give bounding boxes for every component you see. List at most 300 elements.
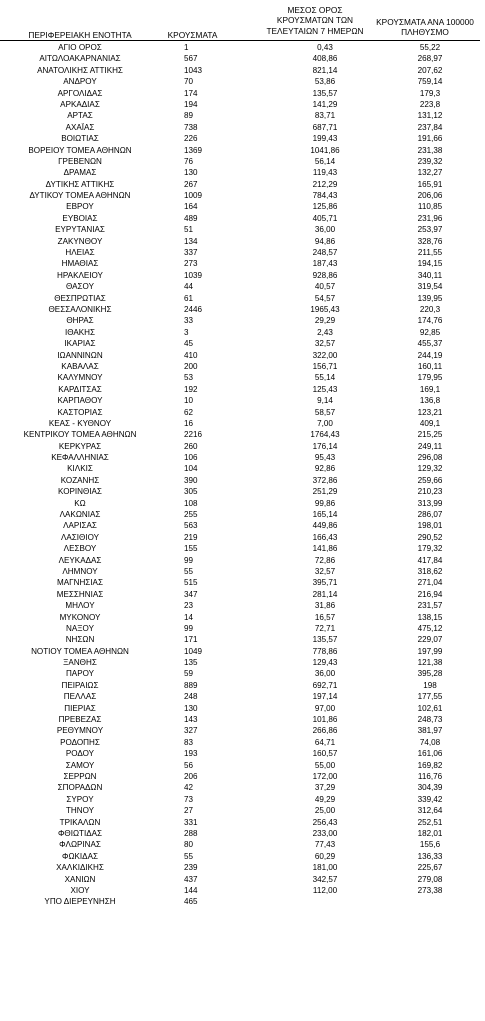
per-100000-cell: 169,82 [417, 760, 443, 770]
per-100000-cell: 92,85 [419, 327, 441, 337]
average-cell: 172,00 [312, 772, 338, 781]
cases-cell: 99 [184, 555, 194, 565]
cases-cell: 192 [184, 384, 198, 394]
per-100000-cell: 179,32 [417, 544, 443, 554]
cases-cell: 2216 [184, 430, 203, 440]
cases-cell: 45 [184, 339, 194, 349]
cases-cell: 144 [184, 885, 198, 895]
table-row [0, 361, 485, 372]
cases-cell: 437 [184, 874, 198, 884]
cases-cell: 44 [184, 282, 194, 292]
per-100000-cell: 259,66 [417, 475, 443, 485]
region-cell: ΠΕΛΛΑΣ [63, 692, 97, 702]
table-row [0, 372, 485, 383]
cases-cell: 76 [184, 156, 194, 166]
per-100000-cell: 271,04 [417, 578, 443, 588]
region-cell: ΑΡΚΑΔΙΑΣ [60, 99, 100, 109]
region-cell: ΙΩΑΝΝΙΝΩΝ [57, 350, 103, 360]
cases-cell: 567 [184, 54, 198, 64]
per-100000-cell: 211,55 [417, 248, 443, 258]
per-100000-cell: 229,07 [417, 635, 443, 645]
per-100000-cell: 252,51 [417, 817, 443, 827]
region-cell: ΙΚΑΡΙΑΣ [64, 339, 96, 349]
cases-cell: 80 [184, 840, 194, 850]
cases-cell: 171 [184, 635, 198, 645]
region-cell: ΚΑΣΤΟΡΙΑΣ [57, 407, 103, 417]
table-row [0, 794, 485, 805]
table-row [0, 703, 485, 714]
per-100000-cell: 249,11 [417, 441, 443, 451]
cases-cell: 206 [184, 772, 198, 781]
per-100000-cell: 155,6 [419, 840, 441, 850]
cases-cell: 410 [184, 350, 198, 360]
region-cell: ΧΑΝΙΩΝ [64, 874, 96, 884]
region-cell: ΘΗΡΑΣ [66, 316, 94, 326]
average-cell: 64,71 [314, 737, 336, 747]
region-cell: ΛΑΣΙΘΙΟΥ [60, 532, 100, 542]
per-100000-cell: 286,07 [417, 510, 443, 520]
table-row [0, 760, 485, 771]
average-cell: 32,57 [314, 566, 336, 576]
cases-cell: 1049 [184, 646, 203, 656]
average-cell: 256,43 [312, 817, 338, 827]
table-row [0, 395, 485, 406]
cases-cell: 155 [184, 544, 198, 554]
table-row [0, 441, 485, 452]
average-cell: 16,57 [314, 612, 336, 622]
cases-cell: 288 [184, 828, 198, 838]
average-cell: 251,29 [312, 487, 338, 497]
per-100000-cell: 318,62 [417, 566, 443, 576]
cases-cell: 51 [184, 225, 194, 235]
average-cell: 58,57 [314, 407, 336, 417]
average-cell: 778,86 [312, 646, 338, 656]
column-header-per-100000 [365, 17, 485, 38]
per-100000-cell: 253,97 [417, 225, 443, 235]
average-cell: 212,29 [312, 179, 338, 189]
average-cell: 125,86 [312, 202, 338, 212]
per-100000-cell: 759,14 [417, 77, 443, 87]
table-row [0, 452, 485, 463]
per-100000-cell: 131,12 [417, 111, 443, 121]
header-line: ΠΛΗΘΥΣΜΟ [401, 27, 449, 38]
per-100000-cell: 340,11 [417, 270, 443, 280]
average-cell: 101,86 [312, 715, 338, 725]
table-row [0, 589, 485, 600]
table-row [0, 156, 485, 167]
region-cell: ΦΘΙΩΤΙΔΑΣ [57, 828, 103, 838]
table-row [0, 418, 485, 429]
average-cell: 1041,86 [310, 145, 340, 155]
cases-cell: 489 [184, 213, 198, 223]
average-cell: 54,57 [314, 293, 336, 303]
region-cell: ΛΕΣΒΟΥ [63, 544, 97, 554]
cases-cell: 14 [184, 612, 194, 622]
average-cell: 49,29 [314, 794, 336, 804]
per-100000-cell: 248,73 [417, 715, 443, 725]
region-cell: ΡΟΔΟΥ [65, 749, 95, 759]
cases-cell: 104 [184, 464, 198, 474]
table-row [0, 725, 485, 736]
cases-cell: 260 [184, 441, 198, 451]
average-cell: 197,14 [312, 692, 338, 702]
cases-cell: 193 [184, 749, 198, 759]
region-cell: ΠΕΙΡΑΙΩΣ [61, 680, 99, 690]
region-cell: ΚΕΑΣ - ΚΥΘΝΟΥ [48, 418, 112, 428]
per-100000-cell: 319,54 [417, 282, 443, 292]
average-cell: 25,00 [314, 806, 336, 816]
table-row [0, 532, 485, 543]
table-row [0, 407, 485, 418]
cases-cell: 2446 [184, 304, 203, 314]
per-100000-cell: 237,84 [417, 122, 443, 132]
per-100000-cell: 160,11 [417, 361, 443, 371]
table-row [0, 839, 485, 850]
average-cell: 95,43 [314, 453, 336, 463]
per-100000-cell: 328,76 [417, 236, 443, 246]
per-100000-cell: 139,95 [417, 293, 443, 303]
region-cell: ΛΑΚΩΝΙΑΣ [59, 510, 101, 520]
region-cell: ΑΓΙΟ ΟΡΟΣ [58, 43, 102, 52]
table-row [0, 600, 485, 611]
region-cell: ΜΗΛΟΥ [65, 601, 95, 611]
table-row [0, 145, 485, 156]
region-cell: ΜΑΓΝΗΣΙΑΣ [57, 578, 103, 588]
cases-cell: 134 [184, 236, 198, 246]
table-row [0, 805, 485, 816]
region-cell: ΑΝΑΤΟΛΙΚΗΣ ΑΤΤΙΚΗΣ [37, 65, 123, 75]
cases-cell: 1009 [184, 191, 203, 201]
header-line: ΚΡΟΥΣΜΑΤΑ ΑΝΑ 100000 [376, 17, 474, 27]
table-row [0, 167, 485, 178]
region-cell: ΙΘΑΚΗΣ [64, 327, 96, 337]
table-row [0, 862, 485, 873]
region-cell: ΜΥΚΟΝΟΥ [59, 612, 101, 622]
average-cell: 141,86 [312, 544, 338, 554]
average-cell: 36,00 [314, 225, 336, 235]
region-cell: ΔΥΤΙΚΗΣ ΑΤΤΙΚΗΣ [45, 179, 115, 189]
per-100000-cell: 381,97 [417, 726, 443, 736]
per-100000-cell: 179,95 [417, 373, 443, 383]
region-cell: ΑΡΓΟΛΙΔΑΣ [57, 88, 103, 98]
average-cell: 37,29 [314, 783, 336, 793]
cases-cell: 130 [184, 703, 198, 713]
table-row [0, 179, 485, 190]
table-row [0, 315, 485, 326]
region-cell: ΤΗΝΟΥ [65, 806, 95, 816]
average-cell: 99,86 [314, 498, 336, 508]
table-row [0, 88, 485, 99]
per-100000-cell: 121,38 [417, 658, 443, 668]
average-cell: 9,14 [317, 396, 333, 406]
per-100000-cell: 129,32 [417, 464, 443, 474]
per-100000-cell: 304,39 [417, 783, 443, 793]
per-100000-cell: 55,22 [419, 43, 441, 52]
per-100000-cell: 409,1 [419, 418, 441, 428]
cases-cell: 305 [184, 487, 198, 497]
per-100000-cell: 231,96 [417, 213, 443, 223]
per-100000-cell: 296,08 [417, 453, 443, 463]
per-100000-cell: 231,57 [417, 601, 443, 611]
region-cell: ΒΟΙΩΤΙΑΣ [61, 134, 99, 144]
table-row [0, 566, 485, 577]
average-cell: 1965,43 [310, 304, 340, 314]
region-cell: ΗΛΕΙΑΣ [65, 248, 95, 258]
region-cell: ΦΩΚΙΔΑΣ [62, 851, 98, 861]
region-cell: ΗΜΑΘΙΑΣ [61, 259, 99, 269]
region-cell: ΝΑΞΟΥ [66, 623, 94, 633]
cases-cell: 267 [184, 179, 198, 189]
cases-cell: 89 [184, 111, 194, 121]
average-cell: 372,86 [312, 475, 338, 485]
per-100000-cell: 169,1 [419, 384, 441, 394]
region-cell: ΠΑΡΟΥ [65, 669, 95, 679]
header-line: ΜΕΣΟΣ ΟΡΟΣ [287, 5, 343, 15]
table-row [0, 350, 485, 361]
average-cell: 72,71 [314, 623, 336, 633]
per-100000-cell: 174,76 [417, 316, 443, 326]
region-cell: ΑΝΔΡΟΥ [63, 77, 97, 87]
table-row [0, 99, 485, 110]
cases-cell: 10 [184, 396, 194, 406]
table-row [0, 110, 485, 121]
table-row [0, 885, 485, 896]
average-cell: 94,86 [314, 236, 336, 246]
cases-cell: 327 [184, 726, 198, 736]
region-cell: ΧΑΛΚΙΔΙΚΗΣ [56, 863, 104, 873]
region-cell: ΘΕΣΠΡΩΤΙΑΣ [54, 293, 106, 303]
table-row [0, 896, 485, 907]
cases-cell: 200 [184, 361, 198, 371]
per-100000-cell: 110,85 [417, 202, 443, 212]
table-row [0, 236, 485, 247]
per-100000-cell: 312,64 [417, 806, 443, 816]
table-body [0, 42, 485, 908]
cases-cell: 239 [184, 863, 198, 873]
region-cell: ΛΗΜΝΟΥ [62, 566, 98, 576]
cases-cell: 53 [184, 373, 194, 383]
cases-cell: 174 [184, 88, 198, 98]
region-cell: ΕΒΡΟΥ [66, 202, 94, 212]
column-header-region: ΠΕΡΙΦΕΡΕΙΑΚΗ ΕΝΟΤΗΤΑ [28, 30, 132, 40]
per-100000-cell: 475,12 [417, 623, 443, 633]
average-cell: 821,14 [312, 65, 338, 75]
per-100000-cell: 182,01 [417, 828, 443, 838]
region-cell: ΔΥΤΙΚΟΥ ΤΟΜΕΑ ΑΘΗΝΩΝ [29, 191, 131, 201]
average-cell: 141,29 [312, 99, 338, 109]
region-cell: ΛΑΡΙΣΑΣ [63, 521, 97, 531]
table-row [0, 817, 485, 828]
table-row [0, 657, 485, 668]
region-cell: ΚΟΖΑΝΗΣ [60, 475, 100, 485]
region-cell: ΚΕΦΑΛΛΗΝΙΑΣ [51, 453, 109, 463]
per-100000-cell: 191,66 [417, 134, 443, 144]
region-cell: ΑΙΤΩΛΟΑΚΑΡΝΑΝΙΑΣ [39, 54, 121, 64]
per-100000-cell: 136,8 [419, 396, 441, 406]
column-header-7day-average [250, 5, 380, 36]
table-row [0, 851, 485, 862]
per-100000-cell: 198,01 [417, 521, 443, 531]
table-row [0, 520, 485, 531]
average-cell: 187,43 [312, 259, 338, 269]
average-cell: 165,14 [312, 510, 338, 520]
cases-cell: 563 [184, 521, 198, 531]
region-cell: ΛΕΥΚΑΔΑΣ [58, 555, 102, 565]
table-row [0, 543, 485, 554]
per-100000-cell: 194,15 [417, 259, 443, 269]
table-row [0, 304, 485, 315]
region-cell: ΣΕΡΡΩΝ [63, 772, 97, 781]
average-cell: 408,86 [312, 54, 338, 64]
table-row [0, 76, 485, 87]
region-cell: ΓΡΕΒΕΝΩΝ [58, 156, 102, 166]
average-cell: 7,00 [317, 418, 333, 428]
cases-cell: 226 [184, 134, 198, 144]
cases-cell: 56 [184, 760, 194, 770]
cases-cell: 194 [184, 99, 198, 109]
table-row [0, 270, 485, 281]
per-100000-cell: 455,37 [417, 339, 443, 349]
region-cell: ΗΡΑΚΛΕΙΟΥ [57, 270, 103, 280]
cases-cell: 331 [184, 817, 198, 827]
per-100000-cell: 239,32 [417, 156, 443, 166]
average-cell: 199,43 [312, 134, 338, 144]
average-cell: 266,86 [312, 726, 338, 736]
per-100000-cell: 215,25 [417, 430, 443, 440]
cases-cell: 1369 [184, 145, 203, 155]
average-cell: 40,57 [314, 282, 336, 292]
per-100000-cell: 165,91 [417, 179, 443, 189]
per-100000-cell: 313,99 [417, 498, 443, 508]
average-cell: 135,57 [312, 88, 338, 98]
average-cell: 53,86 [314, 77, 336, 87]
region-cell: ΕΥΒΟΙΑΣ [62, 213, 98, 223]
average-cell: 156,71 [312, 361, 338, 371]
region-cell: ΔΡΑΜΑΣ [63, 168, 97, 178]
per-100000-cell: 268,97 [417, 54, 443, 64]
table-row [0, 281, 485, 292]
table-row [0, 782, 485, 793]
per-100000-cell: 225,67 [417, 863, 443, 873]
per-100000-cell: 279,08 [417, 874, 443, 884]
cases-cell: 465 [184, 897, 198, 907]
per-100000-cell: 102,61 [417, 703, 443, 713]
cases-cell: 515 [184, 578, 198, 588]
average-cell: 233,00 [312, 828, 338, 838]
average-cell: 36,00 [314, 669, 336, 679]
per-100000-cell: 210,23 [417, 487, 443, 497]
average-cell: 248,57 [312, 248, 338, 258]
cases-cell: 219 [184, 532, 198, 542]
per-100000-cell: 206,06 [417, 191, 443, 201]
average-cell: 55,14 [314, 373, 336, 383]
table-row [0, 190, 485, 201]
average-cell: 55,00 [314, 760, 336, 770]
cases-cell: 61 [184, 293, 194, 303]
average-cell: 77,43 [314, 840, 336, 850]
table-row [0, 486, 485, 497]
region-cell: ΚΟΡΙΝΘΙΑΣ [58, 487, 102, 497]
table-row [0, 771, 485, 782]
average-cell: 928,86 [312, 270, 338, 280]
per-100000-cell: 223,8 [419, 99, 441, 109]
table-row [0, 680, 485, 691]
table-row [0, 714, 485, 725]
region-cell: ΒΟΡΕΙΟΥ ΤΟΜΕΑ ΑΘΗΝΩΝ [28, 145, 132, 155]
table-row [0, 612, 485, 623]
cases-cell: 390 [184, 475, 198, 485]
per-100000-cell: 395,28 [417, 669, 443, 679]
per-100000-cell: 179,3 [419, 88, 441, 98]
cases-cell: 70 [184, 77, 194, 87]
average-cell: 119,43 [312, 168, 338, 178]
cases-cell: 106 [184, 453, 198, 463]
cases-cell: 1039 [184, 270, 203, 280]
cases-cell: 59 [184, 669, 194, 679]
cases-cell: 337 [184, 248, 198, 258]
average-cell: 160,57 [312, 749, 338, 759]
region-cell: ΣΑΜΟΥ [65, 760, 95, 770]
average-cell: 687,71 [312, 122, 338, 132]
per-100000-cell: 216,94 [417, 589, 443, 599]
region-cell: ΚΙΛΚΙΣ [67, 464, 93, 474]
region-cell: ΚΑΡΠΑΘΟΥ [57, 396, 103, 406]
region-cell: ΣΠΟΡΑΔΩΝ [57, 783, 103, 793]
region-cell: ΤΡΙΚΑΛΩΝ [59, 817, 101, 827]
region-cell: ΘΕΣΣΑΛΟΝΙΚΗΣ [48, 304, 112, 314]
per-100000-cell: 177,55 [417, 692, 443, 702]
region-cell: ΡΕΘΥΜΝΟΥ [56, 726, 104, 736]
cases-cell: 135 [184, 658, 198, 668]
cases-cell: 738 [184, 122, 198, 132]
per-100000-cell: 136,33 [417, 851, 443, 861]
region-cell: ΧΙΟΥ [70, 885, 90, 895]
per-100000-cell: 74,08 [419, 737, 441, 747]
cases-cell: 143 [184, 715, 198, 725]
per-100000-cell: 290,52 [417, 532, 443, 542]
average-cell: 2,43 [317, 327, 333, 337]
cases-cell: 16 [184, 418, 194, 428]
header-line: ΚΡΟΥΣΜΑΤΩΝ ΤΩΝ [276, 15, 354, 26]
average-cell: 1764,43 [310, 430, 340, 440]
cases-cell: 1 [184, 43, 189, 52]
region-cell: ΖΑΚΥΝΘΟΥ [57, 236, 103, 246]
average-cell: 92,86 [314, 464, 336, 474]
average-cell: 72,86 [314, 555, 336, 565]
average-cell: 31,86 [314, 601, 336, 611]
cases-cell: 27 [184, 806, 194, 816]
region-cell: ΚΩ [74, 498, 86, 508]
table-row [0, 748, 485, 759]
table-row [0, 634, 485, 645]
cases-cell: 248 [184, 692, 198, 702]
average-cell: 32,57 [314, 339, 336, 349]
region-cell: ΡΟΔΟΠΗΣ [60, 737, 100, 747]
average-cell: 29,29 [314, 316, 336, 326]
table-row [0, 338, 485, 349]
per-100000-cell: 339,42 [417, 794, 443, 804]
per-100000-cell: 417,84 [417, 555, 443, 565]
table-row [0, 429, 485, 440]
average-cell: 281,14 [312, 589, 338, 599]
table-row [0, 577, 485, 588]
region-cell: ΜΕΣΣΗΝΙΑΣ [56, 589, 104, 599]
table-row [0, 498, 485, 509]
table-row [0, 224, 485, 235]
average-cell: 342,57 [312, 874, 338, 884]
cases-cell: 130 [184, 168, 198, 178]
cases-cell: 273 [184, 259, 198, 269]
